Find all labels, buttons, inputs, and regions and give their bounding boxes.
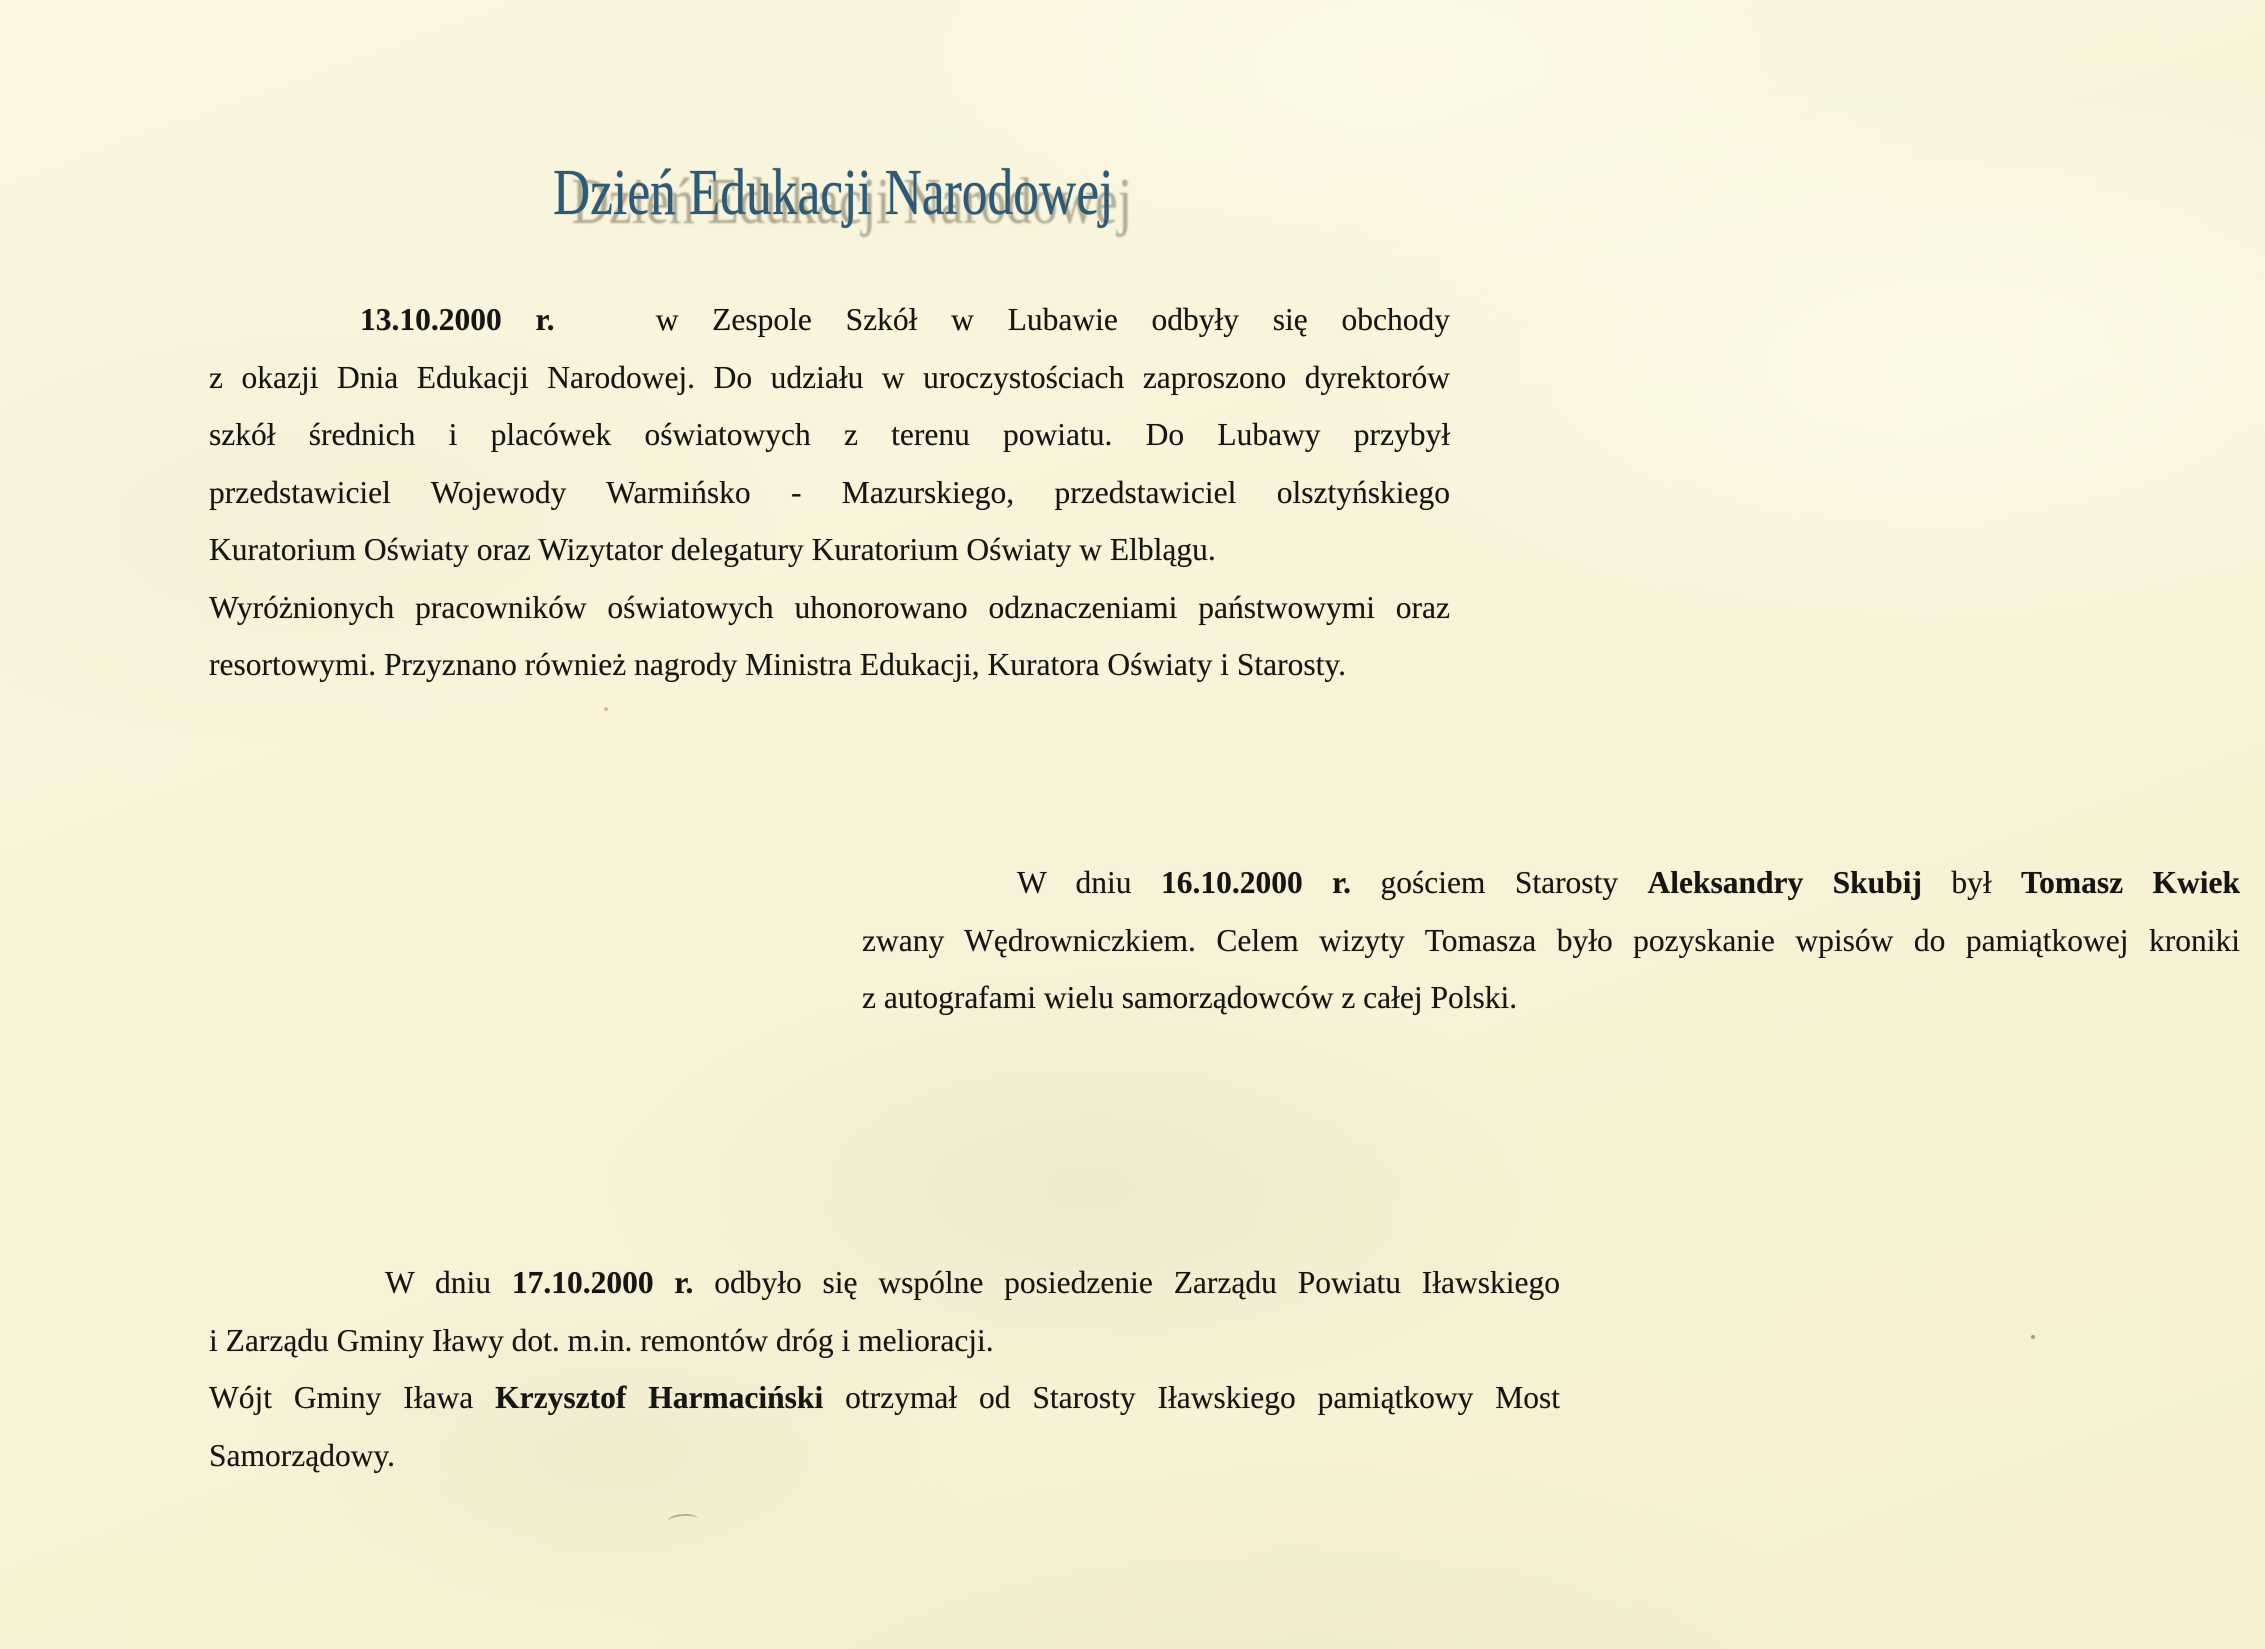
- text-segment: 13.10.2000 r.: [360, 302, 555, 337]
- text-line: [209, 1312, 1560, 1370]
- text-segment: Wyróżnionych pracowników oświatowych uhonorowano odznaczeniami państwowymi oraz: [209, 589, 1450, 625]
- text-segment: gościem Starosty: [1351, 865, 1648, 900]
- text-segment: Samorządowy.: [209, 1437, 396, 1473]
- text-line: [209, 1369, 1560, 1427]
- text-segment: 16.10.2000 r.: [1160, 865, 1352, 900]
- paper-speck-squiggle: [667, 1512, 698, 1527]
- text-segment: i Zarządu Gminy Iławy dot. m.in. remontów dróg i melioracji.: [209, 1322, 994, 1358]
- text-line: [862, 854, 2240, 912]
- text-line: [209, 579, 1450, 637]
- paragraph-joint-board-meeting: [209, 1254, 1560, 1484]
- text-segment: przedstawiciel Wojewody Warmińsko - Mazurskiego, przedstawiciel olsztyńskiego: [209, 474, 1450, 510]
- text-segment: z okazji Dnia Edukacji Narodowej. Do udziału w uroczystościach zaproszono dyrektorów: [209, 359, 1450, 395]
- document-title-text: Dzień Edukacji Narodowej: [553, 156, 1114, 229]
- text-segment: W dniu: [1017, 865, 1161, 900]
- text-line: [209, 406, 1450, 464]
- text-segment: otrzymał od Starosty Iławskiego pamiątkowy Most: [823, 1380, 1560, 1415]
- text-segment: odbyło się wspólne posiedzenie Zarządu Powiatu Iławskiego: [693, 1265, 1560, 1300]
- text-line: [862, 969, 2240, 1027]
- paragraph-education-day-celebration: [209, 291, 1450, 694]
- text-line: [209, 1427, 1560, 1485]
- text-line: [209, 464, 1450, 522]
- text-line: [209, 349, 1450, 407]
- text-line: [862, 912, 2240, 970]
- paper-speck-dot-small: [604, 707, 608, 711]
- text-line: [209, 636, 1450, 694]
- text-segment: 17.10.2000 r.: [511, 1265, 694, 1300]
- text-segment: W dniu: [385, 1265, 512, 1300]
- text-line: [209, 1254, 1560, 1312]
- text-segment: Tomasz Kwiek: [2020, 865, 2240, 900]
- text-segment: zwany Wędrowniczkiem. Celem wizyty Tomasza było pozyskanie wpisów do pamiątkowej kroniki: [862, 922, 2240, 958]
- paragraph-starosta-guest-tomasz-kwiek: [862, 854, 2240, 1027]
- text-segment: Wójt Gminy Iława: [209, 1380, 496, 1415]
- text-segment: resortowymi. Przyznano również nagrody Ministra Edukacji, Kuratora Oświaty i Starosty.: [209, 647, 1346, 682]
- paper-speck-dot: [2031, 1335, 2035, 1339]
- text-line: [209, 291, 1450, 349]
- text-segment: szkół średnich i placówek oświatowych z terenu powiatu. Do Lubawy przybył: [209, 417, 1450, 452]
- text-segment: w Zespole Szkół w Lubawie odbyły się obchody: [554, 302, 1451, 337]
- text-segment: był: [1921, 865, 2021, 900]
- text-segment: Aleksandry Skubij: [1647, 865, 1922, 900]
- text-segment: Kuratorium Oświaty oraz Wizytator delegatury Kuratorium Oświaty w Elblągu.: [209, 532, 1216, 567]
- document-title: [553, 156, 1271, 230]
- text-segment: Krzysztof Harmaciński: [495, 1380, 824, 1415]
- text-line: [209, 521, 1450, 579]
- text-segment: z autografami wielu samorządowców z całej Polski.: [862, 980, 1518, 1015]
